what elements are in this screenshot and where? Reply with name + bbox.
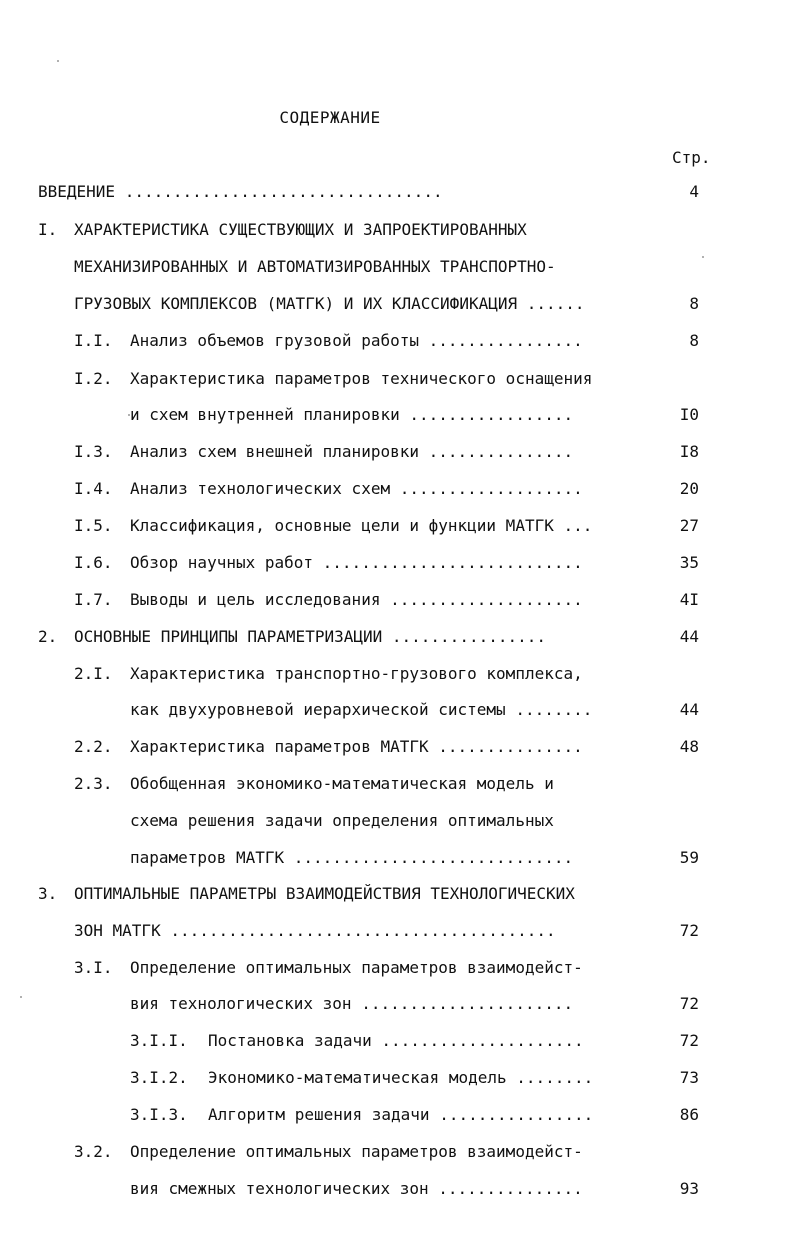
page-number: 8 [689, 294, 699, 313]
entry-text: вия смежных технологических зон ............... [130, 1179, 583, 1198]
entry-number: 2.2. [74, 737, 113, 756]
entry-number: 3.2. [74, 1142, 113, 1161]
entry-number: 3. [38, 884, 58, 903]
page-number: 35 [679, 553, 699, 572]
page-number: 4I [679, 590, 699, 609]
page-number: 20 [679, 479, 699, 498]
entry-number: I.3. [74, 442, 113, 461]
entry-number: 2.I. [74, 664, 113, 683]
entry-number: I.I. [74, 331, 113, 350]
page-number: 4 [689, 182, 699, 201]
entry-text: Обобщенная экономико-математическая модель и [130, 774, 554, 793]
entry-text: как двухуровневой иерархической системы ........ [130, 700, 593, 719]
entry-number: 2. [38, 627, 58, 646]
entry-number: I.2. [74, 369, 113, 388]
entry-number: I.4. [74, 479, 113, 498]
page-column-label: Стр. [672, 148, 711, 167]
entry-text: Определение оптимальных параметров взаимодейст- [130, 1142, 583, 1161]
page-number: 48 [679, 737, 699, 756]
page-number: 8 [689, 331, 699, 350]
entry-text: Анализ технологических схем ................... [130, 479, 583, 498]
entry-number: I. [38, 220, 58, 239]
entry-text: Выводы и цель исследования .................... [130, 590, 583, 609]
entry-text: параметров МАТГК ............................. [130, 848, 574, 867]
page-number: 44 [679, 700, 699, 719]
entry-text: МЕХАНИЗИРОВАННЫХ И АВТОМАТИЗИРОВАННЫХ ТРАНСПОРТНО- [74, 257, 556, 276]
page-number: I0 [679, 405, 699, 424]
page-number: 72 [679, 921, 699, 940]
page-title: СОДЕРЖАНИЕ [279, 108, 381, 127]
entry-text: Анализ объемов грузовой работы ................ [130, 331, 583, 350]
entry-text: ХАРАКТЕРИСТИКА СУЩЕСТВУЮЩИХ И ЗАПРОЕКТИРОВАННЫХ [74, 220, 527, 239]
page-number: 73 [679, 1068, 699, 1087]
entry-number: 3.I.3. [130, 1105, 188, 1124]
entry-text: схема решения задачи определения оптимальных [130, 811, 554, 830]
entry-text: Классификация, основные цели и функции МАТГК ... [130, 516, 593, 535]
entry-text: Характеристика параметров технического оснащения [130, 369, 593, 388]
entry-text: Постановка задачи ..................... [208, 1031, 584, 1050]
page-number: 93 [679, 1179, 699, 1198]
entry-text: ЗОН МАТГК ........................................ [74, 921, 556, 940]
page-number: 27 [679, 516, 699, 535]
page-number: 44 [679, 627, 699, 646]
entry-number: I.6. [74, 553, 113, 572]
page-number: 59 [679, 848, 699, 867]
page-number: 86 [679, 1105, 699, 1124]
entry-text: Анализ схем внешней планировки ............... [130, 442, 574, 461]
entry-number: 2.3. [74, 774, 113, 793]
entry-text: Экономико-математическая модель ........ [208, 1068, 594, 1087]
entry-number: 3.I. [74, 958, 113, 977]
entry-text: ГРУЗОВЫХ КОМПЛЕКСОВ (МАТГК) И ИХ КЛАССИФИКАЦИЯ ...... [74, 294, 585, 313]
page-number: 72 [679, 994, 699, 1013]
entry-text: ВВЕДЕНИЕ ................................. [38, 182, 443, 201]
entry-text: ОСНОВНЫЕ ПРИНЦИПЫ ПАРАМЕТРИЗАЦИИ ................ [74, 627, 547, 646]
scan-speck [128, 414, 130, 416]
entry-number: I.5. [74, 516, 113, 535]
entry-text: Обзор научных работ ........................... [130, 553, 583, 572]
entry-text: вия технологических зон ...................... [130, 994, 574, 1013]
scan-speck [57, 60, 59, 62]
entry-text: Алгоритм решения задачи ................ [208, 1105, 594, 1124]
entry-text: Определение оптимальных параметров взаимодейст- [130, 958, 583, 977]
entry-number: 3.I.I. [130, 1031, 188, 1050]
scan-speck [702, 256, 704, 258]
entry-text: ОПТИМАЛЬНЫЕ ПАРАМЕТРЫ ВЗАИМОДЕЙСТВИЯ ТЕХНОЛОГИЧЕСКИХ [74, 884, 575, 903]
entry-text: и схем внутренней планировки ................. [130, 405, 574, 424]
page-number: 72 [679, 1031, 699, 1050]
entry-number: 3.I.2. [130, 1068, 188, 1087]
scan-speck [20, 996, 22, 998]
entry-text: Характеристика транспортно-грузового комплекса, [130, 664, 583, 683]
page-number: I8 [679, 442, 699, 461]
entry-text: Характеристика параметров МАТГК ............... [130, 737, 583, 756]
entry-number: I.7. [74, 590, 113, 609]
